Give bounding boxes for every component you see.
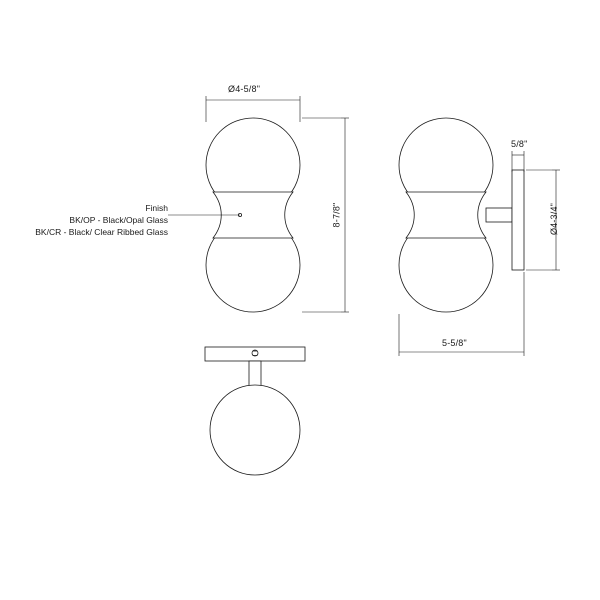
front-height-dimension-label: 8-7/8" bbox=[331, 202, 342, 228]
backplate-thickness-dimension bbox=[512, 151, 524, 172]
side-view-geometry bbox=[399, 118, 524, 312]
finish-option-bk-op: BK/OP - Black/Opal Glass bbox=[69, 215, 168, 225]
front-height-dimension bbox=[302, 118, 349, 312]
finish-callout-heading: Finish bbox=[145, 203, 168, 213]
backplate-diameter-dimension-label: Ø4-3/4" bbox=[549, 202, 560, 236]
top-view-geometry bbox=[205, 347, 305, 475]
front-width-dimension-label: Ø4-5/8" bbox=[228, 84, 261, 94]
side-projection-dimension-label: 5-5/8" bbox=[442, 338, 467, 348]
finish-option-bk-cr: BK/CR - Black/ Clear Ribbed Glass bbox=[35, 227, 168, 237]
backplate-thickness-dimension-label: 5/8" bbox=[511, 139, 528, 149]
